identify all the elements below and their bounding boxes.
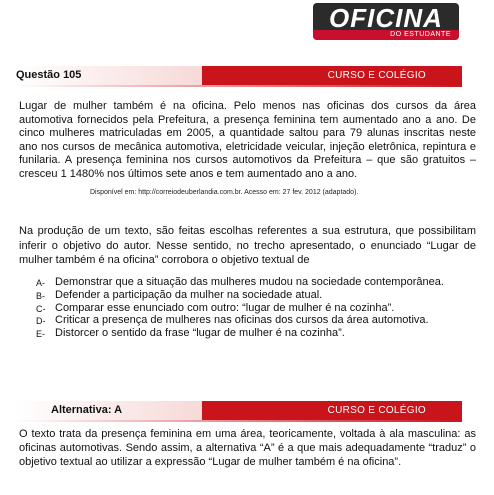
option-text: Defender a participação da mulher na sociedade atual. <box>55 288 323 301</box>
question-prompt: Na produção de um texto, são feitas escolhas referentes a sua estrutura, que possibilitam inferir o objetivo do autor. Nesse sentido, no trecho apresentado, o enunciado “Lugar de mulher também é na oficina” corrobora o objetivo textual de <box>19 225 476 266</box>
option-e[interactable] <box>36 327 472 340</box>
option-text: Distorcer o sentido da frase “lugar de mulher é na cozinha”. <box>55 327 345 340</box>
answer-explanation: O texto trata da presença feminina em uma área, teoricamente, voltada à ala masculina: as oficinas automotivas. Sendo assim, a alternativa “A” é a que mais adequadamente “traduz” o objetivo textual ao utilizar a expressão “Lugar de mulher também é na oficina”. <box>19 428 476 468</box>
question-number: Questão 105 <box>16 69 82 81</box>
passage-text: Lugar de mulher também é na oficina. Pelo menos nas oficinas dos cursos da área automotiva fornecidos pela Prefeitura, a presença feminina tem aumentado ano a ano. De cinco mulheres matriculadas em 2005, a quantidade saltou para 79 alunas inscritas neste ano nos cursos de mecânica automotiva, eletricidade veicular, injeção eletrônica, repintura e funilaria. A presença feminina nos cursos automotivos da Prefeitura – que são gratuitos – cresceu 1 1480% nos últimos sete anos e tem aumentado ano a ano. <box>19 100 476 180</box>
option-letter: A- <box>36 278 45 288</box>
option-d[interactable] <box>36 314 472 327</box>
option-letter: C- <box>36 303 46 314</box>
answer-label: Alternativa: A <box>51 404 123 416</box>
question-header-bar <box>14 66 462 85</box>
option-text: Criticar a presença de mulheres nas oficinas dos cursos da área automotiva. <box>55 314 429 327</box>
logo-word: OFICINA <box>329 3 443 33</box>
answer-options <box>36 276 472 340</box>
option-letter: E- <box>36 329 45 340</box>
option-c[interactable] <box>36 302 472 315</box>
question-tag: CURSO E COLÉGIO <box>327 70 426 81</box>
option-letter: D- <box>36 316 46 327</box>
option-a[interactable] <box>36 276 472 289</box>
option-b[interactable] <box>36 289 472 302</box>
answer-tag: CURSO E COLÉGIO <box>327 405 426 416</box>
logo-subtitle: DO ESTUDANTE <box>390 31 451 38</box>
option-text: Comparar esse enunciado com outro: “lugar de mulher é na cozinha”. <box>55 301 395 314</box>
oficina-logo <box>313 3 459 40</box>
option-letter: B- <box>36 290 45 301</box>
source-citation: Disponível em: http://correiodeuberlandia.com.br. Acesso em: 27 fev. 2012 (adaptado). <box>90 189 359 196</box>
option-text: Demonstrar que a situação das mulheres mudou na sociedade contemporânea. <box>55 276 444 288</box>
answer-header-bar <box>14 401 462 420</box>
